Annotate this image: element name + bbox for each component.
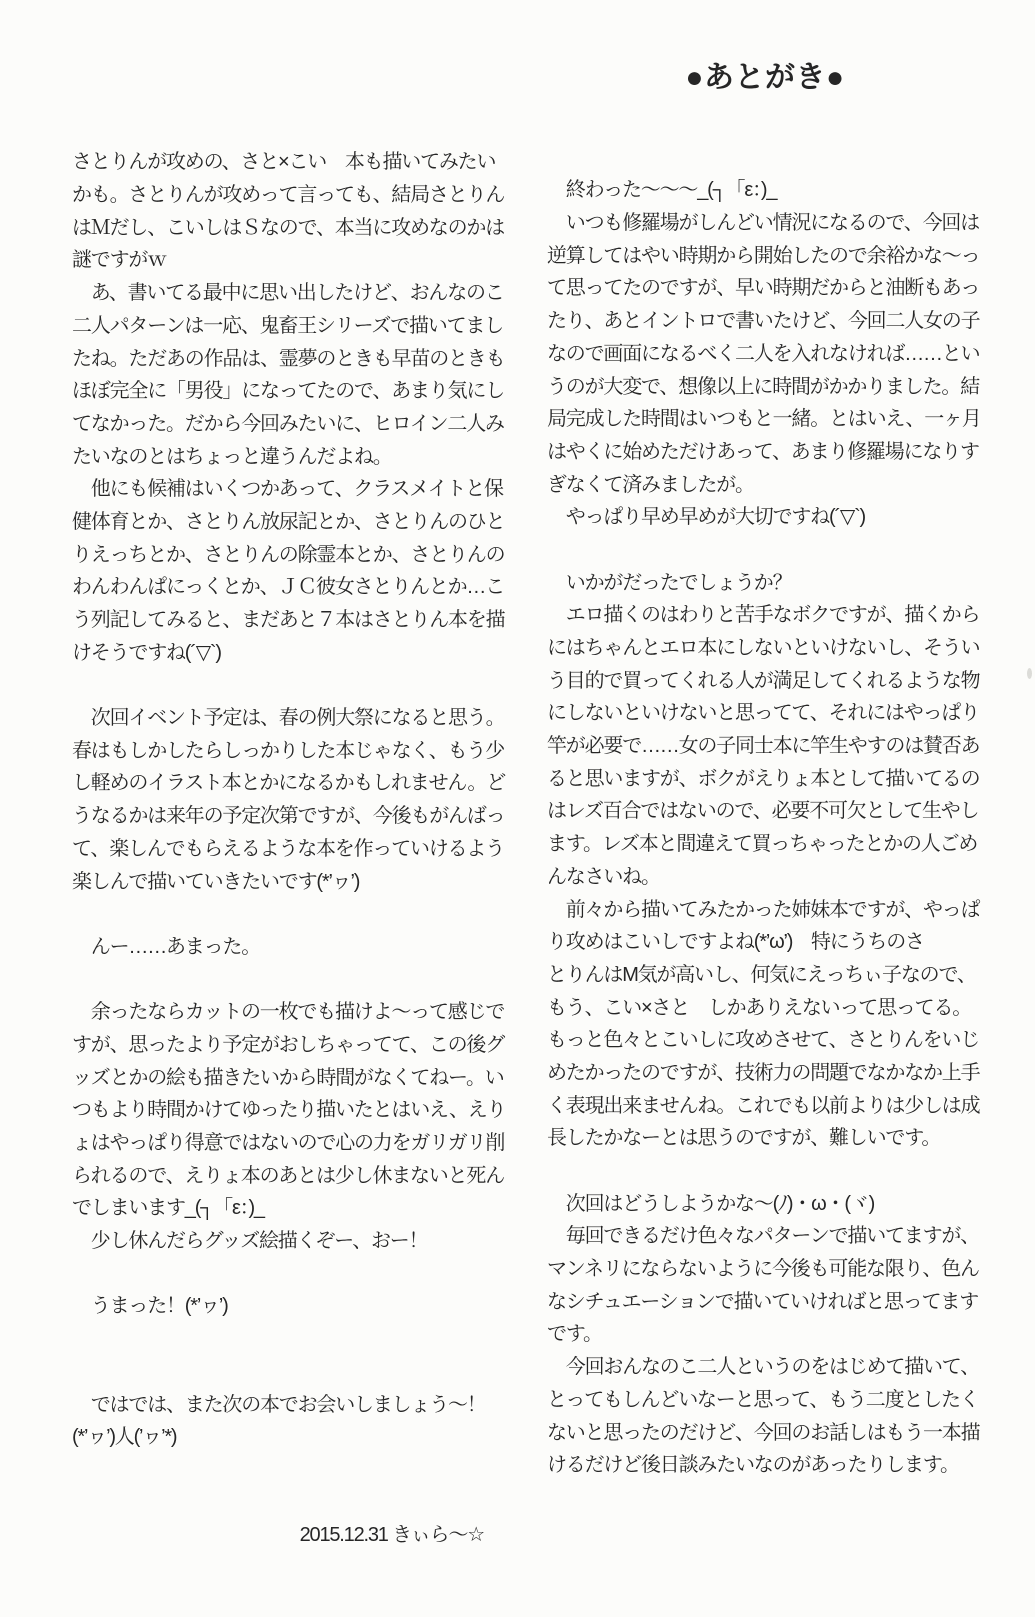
left-column-lines [72, 146, 516, 1454]
text-line: 余ったならカットの一枚でも描けよ～って感じで [72, 1001, 505, 1024]
text-line: 今回おんなのこ二人というのをはじめて描いて、 [547, 1356, 979, 1379]
text-line: て、楽しんでもらえるような本を作っていけるよう [72, 837, 504, 860]
text-line: にはちゃんとエロ本にしないといけないし、そうい [547, 637, 980, 660]
left-column [72, 81, 516, 1617]
text-line: りえっちとか、さとりんの除霊本とか、さとりんの [72, 543, 505, 566]
text-line: うまった！(*’ヮ’) [72, 1295, 228, 1318]
text-line: 次回はどうしようかな～(ﾉ)・ω・(ヾ) [547, 1192, 875, 1215]
text-line: 次回イベント予定は、春の例大祭になると思う。 [72, 707, 505, 730]
text-line: し軽めのイラスト本とかになるかもしれません。ど [72, 772, 505, 795]
text-line: ッズとかの絵も描きたいから時間がなくてねー。い [72, 1066, 504, 1089]
text-line: けそうですね(´▽`) [72, 641, 221, 664]
text-line [547, 534, 991, 567]
text-line: やっぱり早め早めが大切ですね(´▽`) [547, 506, 866, 529]
text-line: あ、書いてる最中に思い出したけど、おんなのこ [72, 282, 504, 305]
text-line: てなかった。だから今回みたいに、ヒロイン二人み [72, 412, 504, 435]
text-line [72, 1323, 516, 1356]
text-line: 局完成した時間はいつもと一緒。とはいえ、一ヶ月 [547, 408, 981, 431]
text-line: 逆算してはやい時期から開始したので余裕かな～っ [547, 244, 980, 267]
text-line: たり、あとイントロで書いたけど、今回二人女の子 [547, 310, 980, 333]
text-line: けるだけど後日談みたいなのがあったりします。 [547, 1454, 959, 1477]
text-line: ます。レズ本と間違えて買っちゃったとかの人ごめ [547, 833, 978, 856]
text-line: すが、思ったより予定がおしちゃってて、この後グ [72, 1033, 504, 1056]
right-column [547, 109, 991, 1547]
text-line: ほぼ完全に「男役」になってたので、あまり気にし [72, 380, 504, 403]
text-line: 少し休んだらグッズ絵描くぞー、おー！ [72, 1230, 428, 1253]
text-line: ないと思ったのだけど、今回のお話しはもう一本描 [547, 1421, 980, 1444]
text-line [72, 898, 516, 931]
text-line: 春はもしかしたらしっかりした本じゃなく、もう少 [72, 739, 504, 762]
text-line: マンネリにならないように今後も可能な限り、色ん [547, 1258, 979, 1281]
text-line: たね。ただあの作品は、霊夢のときも早苗のときも [72, 347, 505, 370]
text-line: とりんはM気が高いし、何気にえっちぃ子なので、 [547, 963, 976, 986]
text-line: うなるかは来年の予定次第ですが、今後もがんばっ [72, 805, 505, 828]
text-line: つもより時間かけてゆったり描いたとはいえ、えり [72, 1099, 506, 1122]
text-line: なシチュエーションで描いていければと思ってます [547, 1290, 978, 1313]
text-line [72, 964, 516, 997]
text-line: めたかったのですが、技術力の問題でなかなか上手 [547, 1061, 980, 1084]
text-line: 毎回できるだけ色々なパターンで描いてますが、 [547, 1225, 979, 1248]
text-line: 謎ですがｗ [72, 249, 166, 272]
text-line: う目的で買ってくれる人が満足してくれるような物 [547, 669, 980, 692]
text-line: はレズ百合ではないので、必要不可欠として生やし [547, 800, 979, 823]
text-line: さとりんが攻めの、さと×こい 本も描いてみたい [72, 151, 496, 174]
text-line: もう、こい×さと しかありえないって思ってる。 [547, 996, 972, 1019]
text-line: いつも修羅場がしんどい情況になるので、今回は [547, 212, 979, 235]
text-line: なので画面になるべく二人を入れなければ……とい [547, 342, 980, 365]
text-line: うのが大変で、想像以上に時間がかかりました。結 [547, 375, 979, 398]
text-line: わんわんぱにっくとか、ＪＣ彼女さとりんとか…こ [72, 576, 504, 599]
text-line: はＭだし、こいしはＳなので、本当に攻めなのかは [72, 216, 504, 239]
text-line: られるので、えりょ本のあとは少し休まないと死ん [72, 1164, 504, 1187]
text-line: たいなのとはちょっと違うんだよね。 [72, 445, 392, 468]
text-line [72, 1258, 516, 1291]
text-line: 竿が必要で……女の子同士本に竿生やすのは賛否あ [547, 735, 980, 758]
text-line: ではでは、また次の本でお会いしましょう～！ [72, 1393, 486, 1416]
text-line: んー……あまった。 [72, 935, 260, 958]
text-line: (*’ヮ’)人(’ヮ’*) [72, 1426, 177, 1449]
text-line: もっと色々とこいしに攻めさせて、さとりんをいじ [547, 1029, 979, 1052]
text-line: エロ描くのはわりと苦手なボクですが、描くから [547, 604, 980, 627]
text-line: く表現出来ませんね。これでも以前よりは少しは成 [547, 1094, 980, 1117]
text-line: かも。さとりんが攻めって言っても、結局さとりん [72, 184, 505, 207]
text-line: 二人パターンは一応、鬼畜王シリーズで描いてまし [72, 314, 503, 337]
text-line: です。 [547, 1323, 602, 1346]
text-line: とってもしんどいなーと思って、もう二度としたく [547, 1388, 979, 1411]
scan-artifact [1027, 668, 1032, 679]
right-column-lines [547, 174, 991, 1482]
text-line: いかがだったでしょうか？ [547, 571, 792, 594]
text-line: んなさいね。 [547, 865, 660, 888]
text-line: 前々から描いてみたかった姉妹本ですが、やっぱ [547, 898, 980, 921]
text-line: 楽しんで描いていきたいです(*’ヮ’) [72, 870, 360, 893]
text-line: にしないといけないと思ってて、それにはやっぱり [547, 702, 979, 725]
text-line: 他にも候補はいくつかあって、クラスメイトと保 [72, 478, 503, 501]
text-line: 終わった～～～_(┐「ε：)_ [547, 179, 777, 202]
page-title: ●あとがき● [685, 61, 845, 94]
text-line: 長したかなーとは思うのですが、難しいです。 [547, 1127, 941, 1150]
text-line: ぎなくて済みましたが。 [547, 473, 754, 496]
text-line [72, 669, 516, 702]
text-line: はやくに始めただけあって、あまり修羅場になりす [547, 440, 979, 463]
text-line: でしまいます_(┐「ε：)_ [72, 1197, 264, 1220]
text-line [547, 1155, 991, 1188]
text-line: り攻めはこいしですよね(*’ω’) 特にうちのさ [547, 931, 924, 954]
text-line: て思ってたのですが、早い時期だからと油断もあっ [547, 277, 980, 300]
text-line: 健体育とか、さとりん放尿記とか、さとりんのひと [72, 510, 505, 533]
text-line: ると思いますが、ボクがえりょ本として描いてるの [547, 767, 980, 790]
text-line: う列記してみると、まだあと７本はさとりん本を描 [72, 609, 505, 632]
text-line [72, 1356, 516, 1389]
text-line: ょはやっぱり得意ではないので心の力をガリガリ削 [72, 1132, 505, 1155]
date-signature: 2015.12.31 きぃら～☆ [299, 1524, 484, 1547]
